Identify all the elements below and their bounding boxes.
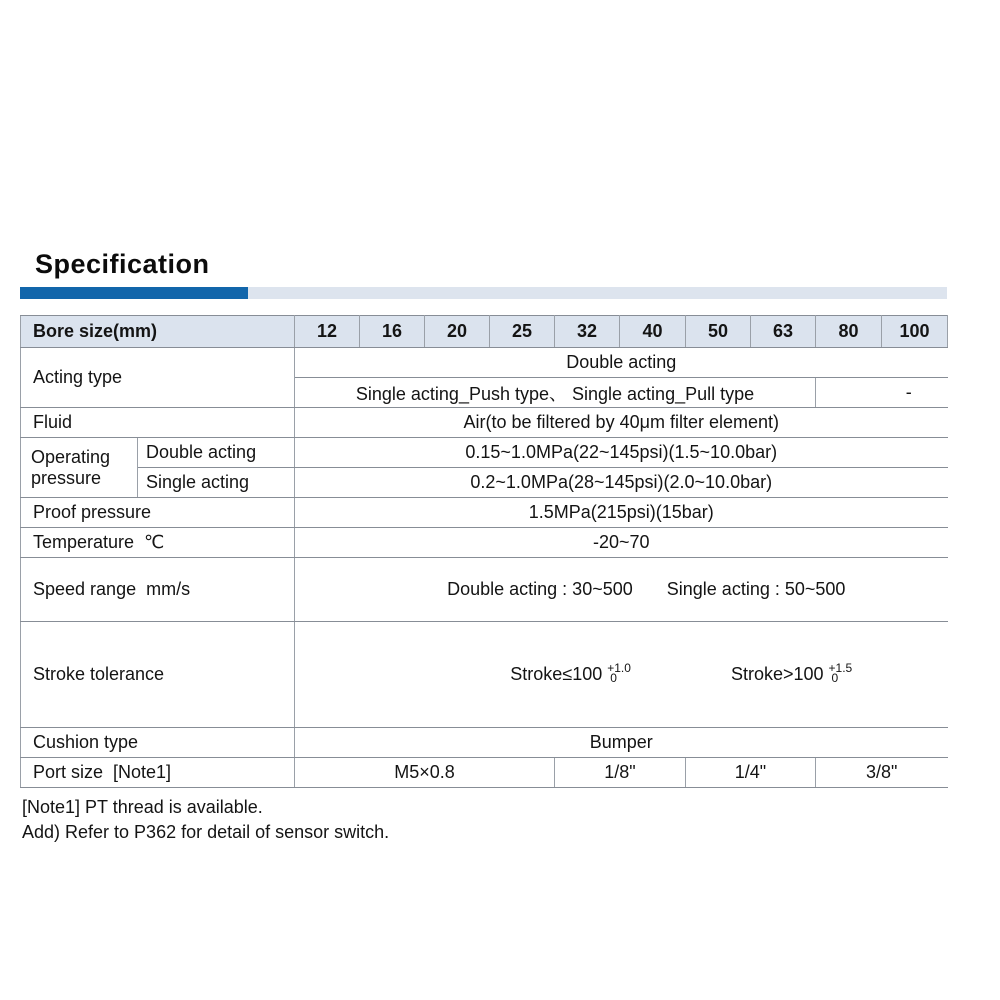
proof-pressure-value: 1.5MPa(215psi)(15bar): [295, 498, 948, 528]
stroke-tolerance-row: [21, 622, 948, 728]
speed-range-label: Speed range mm/s: [21, 558, 295, 622]
bore-size-header-label: Bore size(mm): [21, 316, 295, 348]
title-underline-bar: [20, 287, 947, 299]
speed-range-value: [295, 558, 948, 622]
bore-col-50: 50: [686, 316, 751, 348]
fluid-value: Air(to be filtered by 40μm filter element): [295, 408, 948, 438]
operating-pressure-label: Operating pressure: [21, 438, 138, 498]
stroke-tolerance-tol-2: [828, 661, 853, 686]
cushion-type-value: Bumper: [295, 728, 948, 758]
port-size-1-4: 1/4": [686, 758, 816, 788]
proof-pressure-label: Proof pressure: [21, 498, 295, 528]
operating-pressure-sub-double: Double acting: [138, 438, 295, 468]
stroke-tolerance-values: [440, 643, 852, 706]
temperature-label: Temperature ℃: [21, 528, 295, 558]
port-size-label: Port size [Note1]: [21, 758, 295, 788]
port-size-row: [21, 758, 948, 788]
specification-table: [20, 315, 948, 788]
bore-col-100: 100: [882, 316, 948, 348]
fluid-row: [21, 408, 948, 438]
operating-pressure-single-value: 0.2~1.0MPa(28~145psi)(2.0~10.0bar): [295, 468, 948, 498]
port-size-m5: M5×0.8: [295, 758, 555, 788]
bore-size-header-row: [21, 316, 948, 348]
speed-range-values: [447, 579, 845, 600]
speed-range-single: Single acting : 50~500: [666, 579, 846, 599]
stroke-tolerance-tol-1: [607, 661, 631, 686]
proof-pressure-row: [21, 498, 948, 528]
stroke-tolerance-value: [295, 622, 948, 728]
bore-col-12: 12: [295, 316, 360, 348]
bore-col-25: 25: [490, 316, 555, 348]
footnote-2: Add) Refer to P362 for detail of sensor switch.: [22, 822, 390, 843]
tolerance-upper-1: +1.0: [607, 661, 631, 676]
acting-type-row-double: [21, 348, 948, 378]
speed-range-row: [21, 558, 948, 622]
bore-col-40: 40: [620, 316, 686, 348]
bore-col-16: 16: [360, 316, 425, 348]
bore-col-80: 80: [816, 316, 882, 348]
operating-pressure-sub-single: Single acting: [138, 468, 295, 498]
acting-type-label: Acting type: [21, 348, 295, 408]
stroke-tolerance-cond-2: Stroke>100: [730, 664, 824, 684]
stroke-tolerance-cond-1: Stroke≤100: [510, 664, 603, 684]
bore-col-63: 63: [751, 316, 816, 348]
spec-page: [20, 249, 947, 845]
bore-col-32: 32: [555, 316, 620, 348]
operating-pressure-row-single: [21, 468, 948, 498]
stroke-tolerance-part-2: [661, 643, 852, 706]
footnote-1: [Note1] PT thread is available.: [22, 797, 263, 818]
operating-pressure-double-value: 0.15~1.0MPa(22~145psi)(1.5~10.0bar): [295, 438, 948, 468]
bore-col-20: 20: [425, 316, 490, 348]
acting-type-single-na: -: [816, 378, 948, 408]
page-title: Specification: [35, 249, 210, 279]
stroke-tolerance-part-1: [440, 643, 631, 706]
fluid-label: Fluid: [21, 408, 295, 438]
stroke-tolerance-label: Stroke tolerance: [21, 622, 295, 728]
tolerance-lower-1: 0: [610, 671, 617, 686]
acting-type-double-value: Double acting: [295, 348, 948, 378]
tolerance-lower-2: 0: [831, 671, 839, 686]
acting-type-single-value: Single acting_Push type、 Single acting_Pull type: [295, 378, 816, 408]
cushion-type-row: [21, 728, 948, 758]
footnotes: [22, 795, 947, 845]
temperature-row: [21, 528, 948, 558]
operating-pressure-row-double: [21, 438, 948, 468]
speed-range-double: Double acting : 30~500: [447, 579, 633, 599]
temperature-value: -20~70: [295, 528, 948, 558]
port-size-3-8: 3/8": [816, 758, 948, 788]
port-size-1-8: 1/8": [555, 758, 686, 788]
tolerance-upper-2: +1.5: [828, 661, 853, 676]
title-underline-accent: [20, 287, 248, 299]
cushion-type-label: Cushion type: [21, 728, 295, 758]
